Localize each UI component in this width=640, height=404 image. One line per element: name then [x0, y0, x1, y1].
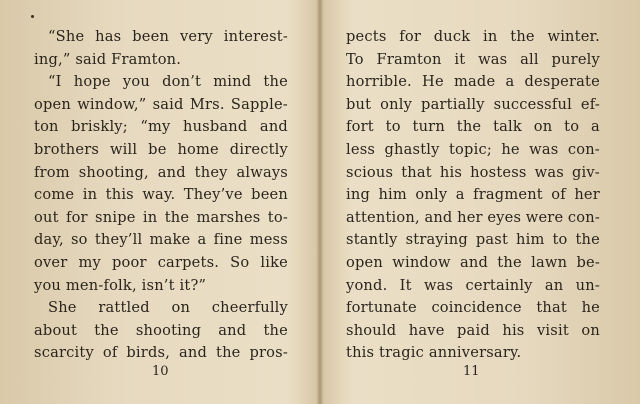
text-line: come in this way. They’ve been	[34, 186, 288, 204]
text-line: attention, and her eyes were con-	[346, 208, 600, 226]
text-line: about the shooting and the	[34, 321, 288, 339]
text-line: “I hope you don’t mind the	[48, 73, 288, 91]
text-line: scarcity of birds, and the pros-	[34, 344, 288, 362]
text-line: you men-folk, isn’t it?”	[34, 276, 207, 294]
text-line: stantly straying past him to the	[346, 231, 600, 249]
text-line: over my poor carpets. So like	[34, 253, 288, 271]
page-number: 11	[463, 364, 480, 379]
right-page-text	[346, 26, 600, 365]
text-line: brothers will be home directly	[34, 140, 288, 158]
text-line: She rattled on cheerfully	[48, 299, 288, 317]
text-line: fort to turn the talk on to a	[346, 118, 600, 136]
text-line: less ghastly topic; he was con-	[346, 140, 600, 158]
text-line: this tragic anniversary.	[346, 344, 522, 362]
text-line: ing him only a fragment of her	[346, 186, 600, 204]
text-line: To Framton it was all purely	[346, 50, 600, 68]
text-line: but only partially successful ef-	[346, 95, 600, 113]
left-page-text	[34, 26, 288, 365]
text-line: day, so they’ll make a fine mess	[34, 231, 288, 249]
text-line: horrible. He made a desperate	[346, 73, 600, 91]
text-line: from shooting, and they always	[34, 163, 288, 181]
text-line: pects for duck in the winter.	[346, 28, 600, 45]
text-line: yond. It was certainly an un-	[346, 276, 600, 294]
page-number: 10	[152, 364, 169, 379]
text-line: open window,” said Mrs. Sapple-	[34, 95, 288, 113]
text-line: should have paid his visit on	[346, 321, 600, 339]
text-line: open window and the lawn be-	[346, 253, 600, 271]
right-page	[320, 0, 640, 404]
text-line: out for snipe in the marshes to-	[34, 208, 288, 226]
text-line: fortunate coincidence that he	[346, 299, 600, 317]
text-line: ton briskly; “my husband and	[34, 118, 288, 136]
text-line: ing,” said Framton.	[34, 50, 182, 68]
text-line: “She has been very interest-	[48, 28, 288, 45]
text-line: scious that his hostess was giv-	[346, 163, 600, 181]
